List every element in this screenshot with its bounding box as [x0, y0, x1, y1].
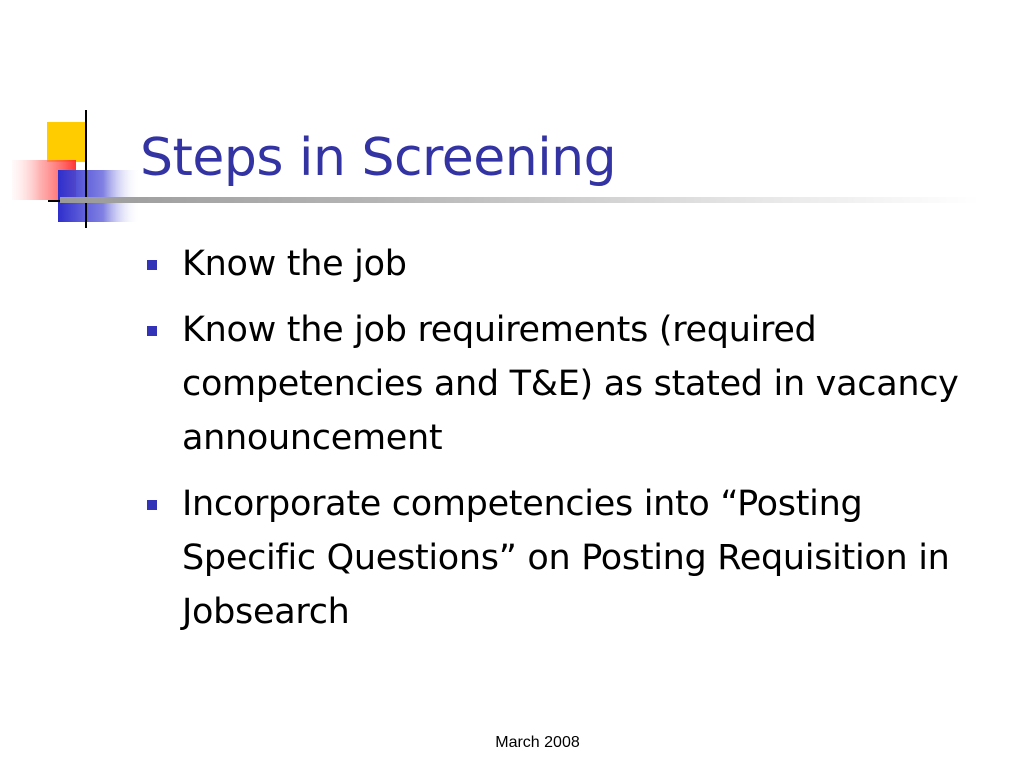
bullet-item — [145, 237, 1005, 291]
yellow-square — [47, 122, 87, 162]
footer-date: March 2008 — [495, 734, 580, 751]
bullet-item — [145, 303, 1005, 465]
square-bullet-icon — [147, 326, 157, 336]
slide-title: Steps in Screening — [140, 128, 617, 188]
bullet-text: Know the job — [182, 244, 407, 284]
squares-crosshair-decoration — [0, 100, 150, 240]
title-underline — [60, 197, 980, 203]
blue-bar — [58, 170, 140, 222]
bullet-item — [145, 477, 1005, 639]
square-bullet-icon — [147, 260, 157, 270]
bullet-text: Know the job requirements (required competencies and T&E) as stated in vacancy announcement — [182, 310, 959, 458]
bullet-list — [145, 237, 1005, 651]
square-bullet-icon — [147, 500, 157, 510]
bullet-text: Incorporate competencies into “Posting Specific Questions” on Posting Requisition in Jobsearch — [182, 484, 950, 632]
